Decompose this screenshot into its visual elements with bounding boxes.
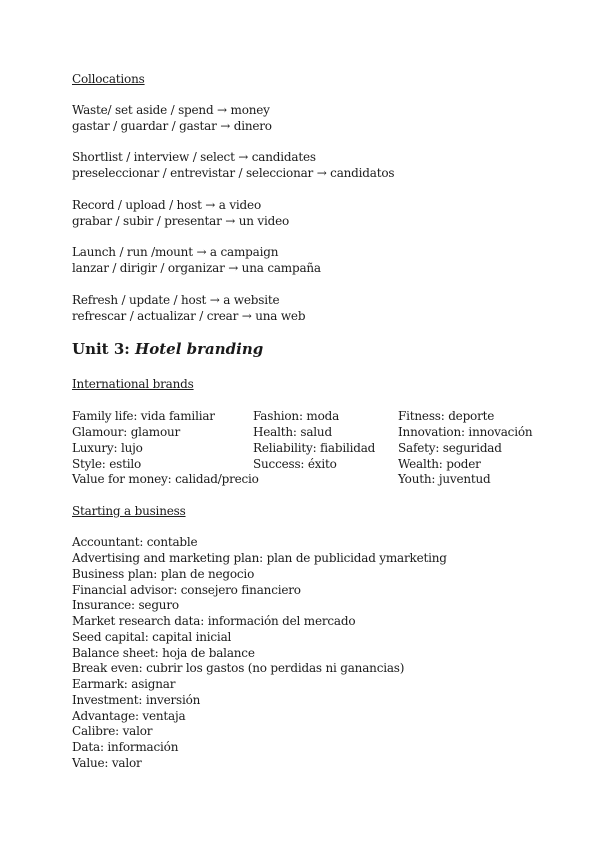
business-item: Financial advisor: consejero financiero	[72, 583, 301, 597]
business-item: Accountant: contable	[72, 535, 198, 549]
business-item: Investment: inversión	[72, 693, 201, 707]
collocation-es-2: preseleccionar / entrevistar / seleccionar → candidatos	[72, 166, 395, 180]
collocation-es-1: gastar / guardar / gastar → dinero	[72, 119, 272, 133]
collocation-en-3: Record / upload / host → a video	[72, 198, 261, 212]
business-item: Balance sheet: hoja de balance	[72, 646, 255, 660]
brand-item: Family life: vida familiar	[72, 409, 215, 423]
business-item: Seed capital: capital inicial	[72, 630, 232, 644]
collocation-es-5: refrescar / actualizar / crear → una web	[72, 309, 306, 323]
business-item: Advantage: ventaja	[72, 709, 186, 723]
collocation-en-5: Refresh / update / host → a website	[72, 293, 280, 307]
unit-title: Hotel branding	[135, 340, 264, 358]
brand-item: Value for money: calidad/precio	[72, 472, 259, 486]
collocations-heading: Collocations	[72, 72, 145, 86]
business-item: Data: información	[72, 740, 179, 754]
brand-item: Glamour: glamour	[72, 425, 181, 439]
collocation-en-4: Launch / run /mount → a campaign	[72, 245, 279, 259]
collocation-es-4: lanzar / dirigir / organizar → una campaña	[72, 261, 321, 275]
brand-item: Luxury: lujo	[72, 441, 143, 455]
unit-label: Unit 3:	[72, 340, 136, 358]
brand-item: Health: salud	[253, 425, 332, 439]
business-item: Business plan: plan de negocio	[72, 567, 255, 581]
brand-item: Fitness: deporte	[398, 409, 495, 423]
brand-item: Success: éxito	[253, 457, 337, 471]
brand-item: Fashion: moda	[253, 409, 340, 423]
brand-item: Safety: seguridad	[398, 441, 502, 455]
business-heading: Starting a business	[72, 504, 186, 518]
business-item: Advertising and marketing plan: plan de publicidad ymarketing	[72, 551, 447, 565]
brand-item: Reliability: fiabilidad	[253, 441, 376, 455]
brand-item: Youth: juventud	[398, 472, 491, 486]
collocation-en-1: Waste/ set aside / spend → money	[72, 103, 270, 117]
brands-heading: International brands	[72, 377, 194, 391]
brand-item: Style: estilo	[72, 457, 142, 471]
business-item: Market research data: información del mercado	[72, 614, 356, 628]
brand-item: Innovation: innovación	[398, 425, 533, 439]
brand-item: Wealth: poder	[398, 457, 481, 471]
business-item: Earmark: asignar	[72, 677, 176, 691]
business-item: Insurance: seguro	[72, 598, 179, 612]
unit-heading	[72, 340, 263, 358]
business-item: Value: valor	[72, 756, 142, 770]
business-item: Calibre: valor	[72, 724, 153, 738]
business-item: Break even: cubrir los gastos (no perdidas ni ganancias)	[72, 661, 405, 675]
collocation-en-2: Shortlist / interview / select → candidates	[72, 150, 316, 164]
collocation-es-3: grabar / subir / presentar → un video	[72, 214, 290, 228]
